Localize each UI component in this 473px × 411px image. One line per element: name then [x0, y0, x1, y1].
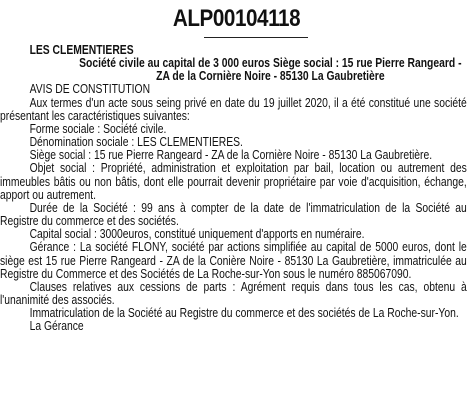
notice-type: AVIS DE CONSTITUTION	[29, 81, 151, 97]
notice-body	[0, 43, 467, 332]
paragraph-objet-social: Objet social : Propriété, administration et exploitation par bail, location ou autrement des immeubles bâtis ou non bâtis, dont elle pourrait devenir propriétaire par voie d'acquisition, échange, apport ou autrement.	[0, 160, 467, 202]
paragraph-capital: Capital social : 3000euros, constitué uniquement d'apports en numéraire.	[29, 226, 365, 242]
paragraph-clauses: Clauses relatives aux cessions de parts : Agrément requis dans tous les cas, obtenu à l'unanimité des associés.	[0, 278, 467, 307]
paragraph-forme-sociale: Forme sociale : Société civile.	[29, 120, 167, 136]
paragraph-denomination: Dénomination sociale : LES CLEMENTIERES.	[29, 134, 243, 150]
signature: La Gérance	[29, 318, 84, 334]
company-subtitle: Société civile au capital de 3 000 euros Siège social : 15 rue Pierre Rangeard - ZA de la Cornière Noire - 85130 La Gaubretière	[79, 55, 462, 84]
notice-reference: ALP00104118	[172, 5, 301, 32]
paragraph-intro: Aux termes d'un acte sous seing privé en date du 19 juillet 2020, il a été constitué une société présentant les caractéristiques suivantes:	[0, 94, 467, 123]
paragraph-gerance: Gérance : La société FLONY, société par actions simplifiée au capital de 5000 euros, dont le siège est 15 rue Pierre Rangeard - ZA de la Conière Noire - 85130 La Gaubretière, immatriculée au Registre du Commerce et des Sociétés de La Roche-sur-Yon sous le numéro 885067090.	[0, 239, 467, 281]
paragraph-immatriculation: Immatriculation de la Société au Registre du commerce et des sociétés de La Roche-sur-Yon.	[29, 305, 459, 321]
paragraph-duree: Durée de la Société : 99 ans à compter de la date de l'immatriculation de la Société au Registre du commerce et des sociétés.	[0, 199, 467, 229]
paragraph-siege-social: Siège social : 15 rue Pierre Rangeard - ZA de la Cornière Noire - 85130 La Gaubretière.	[29, 147, 433, 163]
company-name: LES CLEMENTIERES	[29, 42, 134, 57]
reference-underline	[204, 37, 308, 38]
